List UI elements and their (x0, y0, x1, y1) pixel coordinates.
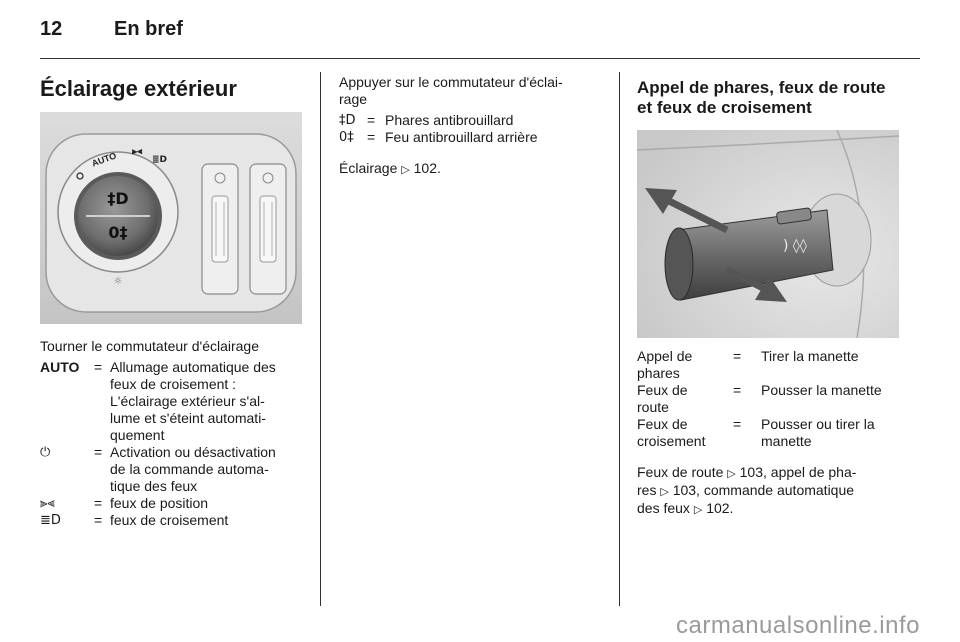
headlight-flash-heading: Appel de phares, feux de route et feux de croisement (637, 78, 886, 117)
header-rule (40, 58, 920, 59)
switch-intro: Tourner le commutateur d'éclairage (40, 338, 260, 354)
stalk-lever-icon (637, 130, 899, 338)
list-item: ‡D = Phares antibrouillard (339, 112, 514, 128)
exterior-lighting-heading: Éclairage extérieur (40, 76, 237, 101)
switch-positions-list (40, 359, 304, 529)
lighting-reference[interactable]: Éclairage ▷ 102. (339, 160, 441, 176)
column-divider-1 (320, 72, 321, 606)
light-switch-icon (40, 112, 302, 324)
power-icon: ⏻ (40, 445, 51, 460)
position-lights-icon: ⫸⫷ (40, 496, 55, 511)
list-item: Appel de phares = Tirer la manette (637, 348, 859, 381)
auto-label: AUTO (90, 150, 118, 169)
list-item: ⫸⫷ = feux de position (40, 495, 209, 511)
fog-rear-icon: 0‡ (108, 223, 128, 242)
lever-references[interactable]: Feux de route ▷ 103, appel de pha- res ▷ 103, commande automatique des feux ▷ 102. (637, 464, 857, 516)
section-title: En bref (114, 18, 183, 40)
triangle-right-icon: ▷ (693, 503, 703, 516)
svg-text:⫸⫷: ⫸⫷ (132, 147, 143, 157)
column-exterior-lighting (40, 72, 304, 529)
svg-text:) ◊◊: ) ◊◊ (783, 238, 807, 254)
list-item: ⏻ = Activation ou désactivation de la commande automa- tique des feux (40, 444, 276, 494)
fog-intro: Appuyer sur le commutateur d'éclai- rage (339, 74, 563, 107)
lever-figure (637, 130, 899, 338)
svg-text:≣D: ≣D (152, 155, 168, 165)
triangle-right-icon: ▷ (727, 467, 736, 480)
triangle-right-icon: ▷ (660, 485, 669, 498)
light-switch-figure (40, 112, 302, 324)
triangle-right-icon: ▷ (401, 163, 410, 176)
fog-lights-list (339, 112, 601, 146)
column-headlight-flash (637, 72, 901, 518)
lever-functions-list (637, 348, 901, 450)
page-header (40, 18, 183, 48)
list-item: Feux de route = Pousser la manette (637, 382, 882, 415)
column-divider-2 (619, 72, 620, 606)
list-item: AUTO = Allumage automatique des feux de croisement : L'éclairage extérieur s'al- lume et s'éteint automati- quement (40, 359, 276, 443)
fog-front-icon: ‡D (339, 113, 356, 128)
list-item: 0‡ = Feu antibrouillard arrière (339, 129, 538, 145)
list-item: Feux de croisement = Pousser ou tirer la manette (637, 416, 875, 449)
list-item: ≣D = feux de croisement (40, 512, 229, 528)
watermark: carmanualsonline.info (676, 612, 920, 639)
fog-rear-icon: 0‡ (339, 130, 354, 145)
fog-front-icon: ‡D (107, 189, 129, 208)
low-beam-icon: ≣D (40, 513, 61, 528)
column-fog-lights (339, 72, 601, 178)
term-auto: AUTO (40, 359, 80, 375)
svg-text:☼: ☼ (113, 276, 123, 287)
page-number: 12 (40, 18, 63, 40)
